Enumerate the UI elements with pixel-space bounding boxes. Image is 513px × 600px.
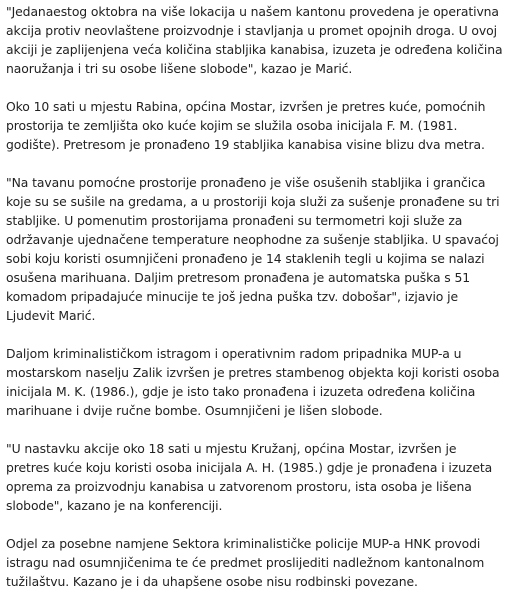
article-paragraph-2: Oko 10 sati u mjestu Rabina, općina Mostar, izvršen je pretres kuće, pomoćnih prostorija te zemljišta oko kuće kojim se služila osoba inicijala F. M. (1981. godište). Pretresom je pronađeno 19 stabljika kanabisa visine blizu dva metra. xyxy=(6,99,486,152)
article-paragraph-1: "Jedanaestog oktobra na više lokacija u našem kantonu provedena je operativna akcija protiv neovlaštene proizvodnje i stavljanja u promet opojnih droga. U ovoj akciji je zaplijenjena veća količina stabljika kanabisa, izuzeta je određena količina naoružanja i tri su osobe lišene slobode", kazao je Marić. xyxy=(6,4,503,76)
article-paragraph-5: "U nastavku akcije oko 18 sati u mjestu Kružanj, općina Mostar, izvršen je pretres kuće koju koristi osoba inicijala A. H. (1985.) gdje je pronađena i izuzeta oprema za proizvodnju kanabisa u zatvorenom prostoru, ista osoba je lišena slobode", kazano je na konferenciji. xyxy=(6,441,493,513)
article-paragraph-3: "Na tavanu pomoćne prostorije pronađeno je više osušenih stabljika i grančica koje su se sušile na gredama, a u prostoriji koja služi za sušenje pronađene su tri stabljike. U pomenutim prostorijama pronađeni su termometri koji služe za održavanje ujednačene temperature neophodne za sušenje stabljika. U spavaćoj sobi koju koristi osumnjičeni pronađeno je 14 staklenih tegli u kojima se nalazi osušena marihuana. Daljim pretresom pronađena je automatska puška s 51 komadom pripadajuće minucije te još jedna puška tzv. dobošar", izjavio je Ljudevit Marić. xyxy=(6,175,500,323)
article-paragraph-4: Daljom kriminalističkom istragom i operativnim radom pripadnika MUP-a u mostarskom naselju Zalik izvršen je pretres stambenog objekta koji koristi osoba inicijala M. K. (1986.), gdje je isto tako pronađena i izuzeta određena količina marihuane i dvije ručne bombe. Osumnjičeni je lišen slobode. xyxy=(6,346,500,418)
article-paragraph-6: Odjel za posebne namjene Sektora kriminalističke policije MUP-a HNK provodi istragu nad osumnjičenima te će predmet proslijediti nadležnom kantonalnom tužilaštvu. Kazano je i da uhapšene osobe nisu rodbinski povezane. xyxy=(6,536,485,589)
